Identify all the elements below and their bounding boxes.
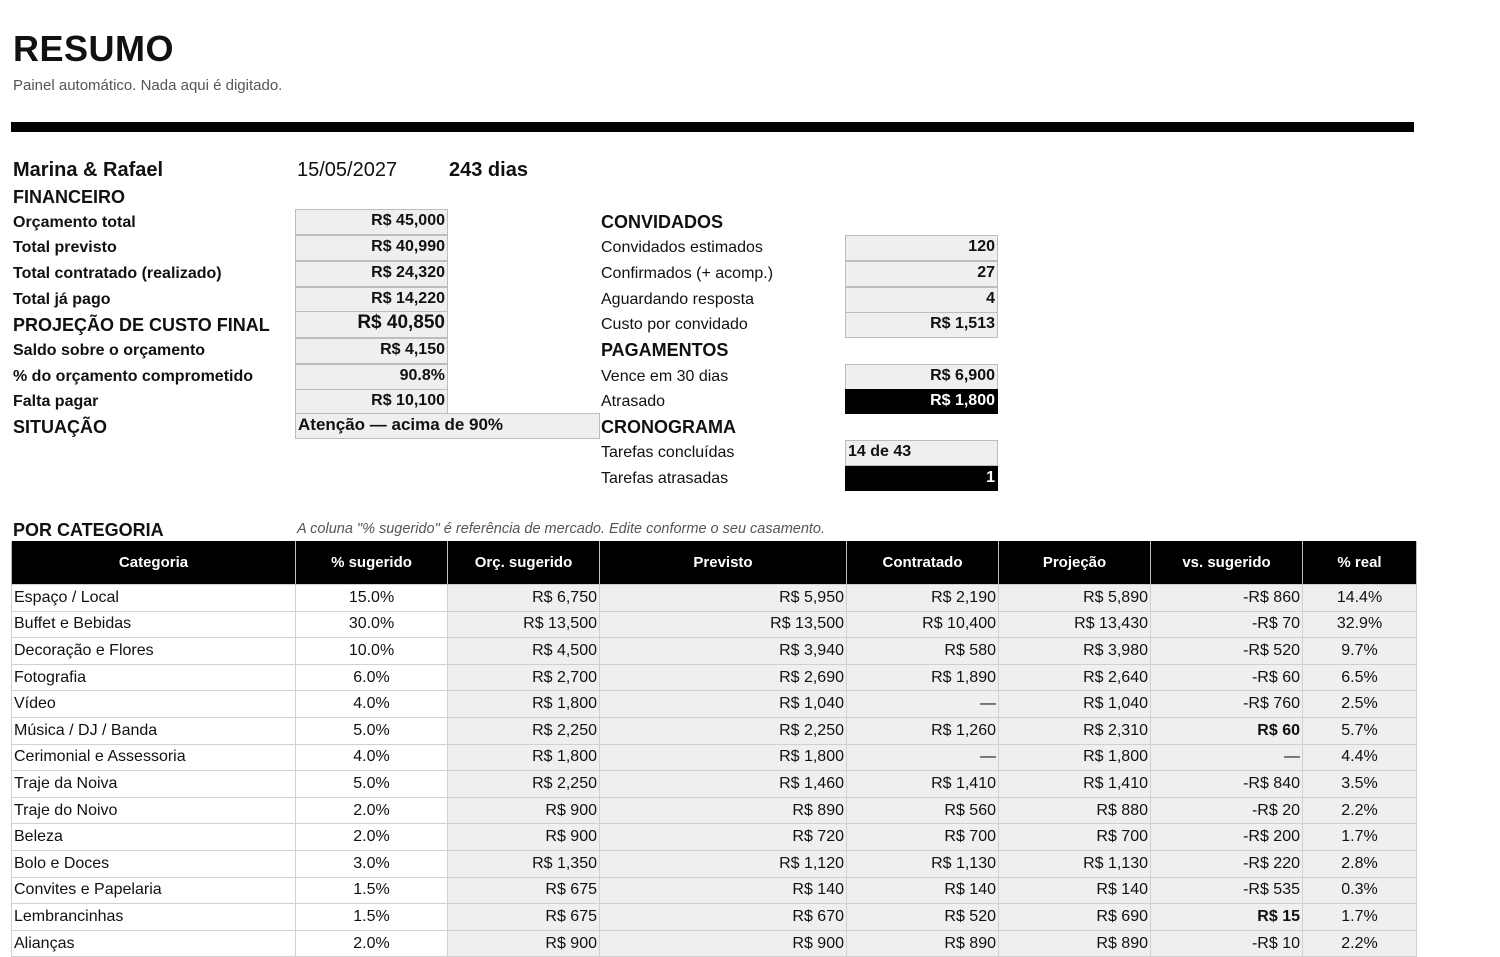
convidados-label-custo: Custo por convidado xyxy=(601,316,748,333)
cell-sugerido-pct[interactable]: 2.0% xyxy=(296,797,448,824)
cell-vs-sugerido[interactable]: -R$ 70 xyxy=(1151,611,1303,638)
column-header-orc-sugerido[interactable]: Orç. sugerido xyxy=(448,541,600,585)
cell-projecao[interactable]: R$ 880 xyxy=(999,797,1151,824)
wedding-date: 15/05/2027 xyxy=(297,159,398,181)
financeiro-value-pago[interactable]: R$ 14,220 xyxy=(295,287,448,313)
cell-pct-real[interactable]: 9.7% xyxy=(1303,638,1417,665)
cell-contratado[interactable]: R$ 890 xyxy=(847,930,999,957)
financeiro-label-projecao: PROJEÇÃO DE CUSTO FINAL xyxy=(13,315,270,335)
cell-previsto[interactable]: R$ 140 xyxy=(600,877,847,904)
cell-orc-sugerido[interactable]: R$ 13,500 xyxy=(448,611,600,638)
cell-categoria[interactable]: Espaço / Local xyxy=(12,585,296,612)
cell-previsto[interactable]: R$ 1,120 xyxy=(600,850,847,877)
cell-previsto[interactable]: R$ 13,500 xyxy=(600,611,847,638)
cell-sugerido-pct[interactable]: 2.0% xyxy=(296,824,448,851)
table-header-row xyxy=(12,541,1417,585)
cronograma-heading: CRONOGRAMA xyxy=(601,417,736,437)
cell-sugerido-pct[interactable]: 10.0% xyxy=(296,638,448,665)
cell-pct-real[interactable]: 32.9% xyxy=(1303,611,1417,638)
cell-previsto[interactable]: R$ 2,250 xyxy=(600,717,847,744)
column-header-pct-real[interactable]: % real xyxy=(1303,541,1417,585)
cell-contratado[interactable]: R$ 1,260 xyxy=(847,717,999,744)
cell-projecao[interactable]: R$ 140 xyxy=(999,877,1151,904)
financeiro-label-contratado: Total contratado (realizado) xyxy=(13,265,222,282)
cell-categoria[interactable]: Alianças xyxy=(12,930,296,957)
couple-name: Marina & Rafael xyxy=(13,159,164,181)
cell-vs-sugerido[interactable]: -R$ 60 xyxy=(1151,664,1303,691)
cell-orc-sugerido[interactable]: R$ 675 xyxy=(448,877,600,904)
financeiro-label-comprometido: % do orçamento comprometido xyxy=(13,368,254,385)
cell-vs-sugerido[interactable]: — xyxy=(1151,744,1303,771)
cell-previsto[interactable]: R$ 1,460 xyxy=(600,771,847,798)
convidados-value-estimados[interactable]: 120 xyxy=(845,235,998,261)
cell-categoria[interactable]: Bolo e Doces xyxy=(12,850,296,877)
cell-categoria[interactable]: Música / DJ / Banda xyxy=(12,717,296,744)
cell-orc-sugerido[interactable]: R$ 2,700 xyxy=(448,664,600,691)
cell-contratado[interactable]: R$ 1,410 xyxy=(847,771,999,798)
table-row xyxy=(12,744,1417,771)
cell-orc-sugerido[interactable]: R$ 4,500 xyxy=(448,638,600,665)
cell-sugerido-pct[interactable]: 1.5% xyxy=(296,904,448,931)
pagamentos-value-atrasado[interactable]: R$ 1,800 xyxy=(845,389,998,414)
cell-projecao[interactable]: R$ 1,040 xyxy=(999,691,1151,718)
cell-sugerido-pct[interactable]: 4.0% xyxy=(296,744,448,771)
cell-sugerido-pct[interactable]: 3.0% xyxy=(296,850,448,877)
financeiro-label-saldo: Saldo sobre o orçamento xyxy=(13,342,206,359)
cell-previsto[interactable]: R$ 890 xyxy=(600,797,847,824)
cell-previsto[interactable]: R$ 3,940 xyxy=(600,638,847,665)
header-divider xyxy=(11,122,1414,132)
table-row xyxy=(12,717,1417,744)
cell-projecao[interactable]: R$ 2,640 xyxy=(999,664,1151,691)
cell-vs-sugerido[interactable]: -R$ 520 xyxy=(1151,638,1303,665)
table-row xyxy=(12,904,1417,931)
cell-projecao[interactable]: R$ 2,310 xyxy=(999,717,1151,744)
cell-vs-sugerido[interactable]: R$ 15 xyxy=(1151,904,1303,931)
table-row xyxy=(12,638,1417,665)
pagamentos-value-vence[interactable]: R$ 6,900 xyxy=(845,364,998,390)
cell-orc-sugerido[interactable]: R$ 2,250 xyxy=(448,717,600,744)
cell-pct-real[interactable]: 0.3% xyxy=(1303,877,1417,904)
cell-categoria[interactable]: Buffet e Bebidas xyxy=(12,611,296,638)
cell-contratado[interactable]: R$ 520 xyxy=(847,904,999,931)
situation-status[interactable]: Atenção — acima de 90% xyxy=(295,413,600,439)
pagamentos-label-atrasado: Atrasado xyxy=(601,393,666,410)
column-header-contratado[interactable]: Contratado xyxy=(847,541,999,585)
cell-sugerido-pct[interactable]: 5.0% xyxy=(296,717,448,744)
cell-categoria[interactable]: Cerimonial e Assessoria xyxy=(12,744,296,771)
financeiro-value-orcamento[interactable]: R$ 45,000 xyxy=(295,209,448,235)
categoria-note: A coluna "% sugerido" é referência de mercado. Edite conforme o seu casamento. xyxy=(297,521,826,537)
cell-categoria[interactable]: Decoração e Flores xyxy=(12,638,296,665)
column-header-categoria[interactable]: Categoria xyxy=(12,541,296,585)
cell-projecao[interactable]: R$ 1,800 xyxy=(999,744,1151,771)
cell-sugerido-pct[interactable]: 30.0% xyxy=(296,611,448,638)
cronograma-label-concluidas: Tarefas concluídas xyxy=(601,444,735,461)
table-row xyxy=(12,824,1417,851)
cell-pct-real[interactable]: 6.5% xyxy=(1303,664,1417,691)
financeiro-value-projecao[interactable]: R$ 40,850 xyxy=(295,311,448,338)
financeiro-value-falta[interactable]: R$ 10,100 xyxy=(295,389,448,414)
cell-projecao[interactable]: R$ 700 xyxy=(999,824,1151,851)
cell-projecao[interactable]: R$ 3,980 xyxy=(999,638,1151,665)
financeiro-label-pago: Total já pago xyxy=(13,291,111,308)
cronograma-value-concluidas[interactable]: 14 de 43 xyxy=(845,440,998,466)
cell-previsto[interactable]: R$ 1,040 xyxy=(600,691,847,718)
cell-projecao[interactable]: R$ 690 xyxy=(999,904,1151,931)
cronograma-label-atrasadas: Tarefas atrasadas xyxy=(601,470,729,487)
cell-projecao[interactable]: R$ 1,130 xyxy=(999,850,1151,877)
convidados-label-aguardando: Aguardando resposta xyxy=(601,291,754,308)
cell-vs-sugerido[interactable]: -R$ 535 xyxy=(1151,877,1303,904)
page-title: RESUMO xyxy=(13,28,175,69)
cell-sugerido-pct[interactable]: 4.0% xyxy=(296,691,448,718)
cell-pct-real[interactable]: 2.5% xyxy=(1303,691,1417,718)
cell-pct-real[interactable]: 1.7% xyxy=(1303,904,1417,931)
cell-pct-real[interactable]: 5.7% xyxy=(1303,717,1417,744)
financeiro-label-orcamento: Orçamento total xyxy=(13,214,136,231)
cell-pct-real[interactable]: 14.4% xyxy=(1303,585,1417,612)
financeiro-heading: FINANCEIRO xyxy=(13,187,125,207)
category-table xyxy=(11,541,1417,957)
convidados-label-estimados: Convidados estimados xyxy=(601,239,763,256)
categoria-heading: POR CATEGORIA xyxy=(13,520,164,540)
cell-orc-sugerido[interactable]: R$ 900 xyxy=(448,930,600,957)
cell-projecao[interactable]: R$ 890 xyxy=(999,930,1151,957)
cell-projecao[interactable]: R$ 5,890 xyxy=(999,585,1151,612)
cell-orc-sugerido[interactable]: R$ 1,350 xyxy=(448,850,600,877)
column-header-projecao[interactable]: Projeção xyxy=(999,541,1151,585)
cell-contratado[interactable]: — xyxy=(847,691,999,718)
financeiro-label-previsto: Total previsto xyxy=(13,239,117,256)
cell-contratado[interactable]: R$ 700 xyxy=(847,824,999,851)
convidados-value-aguardando[interactable]: 4 xyxy=(845,287,998,313)
cell-orc-sugerido[interactable]: R$ 1,800 xyxy=(448,744,600,771)
cell-orc-sugerido[interactable]: R$ 900 xyxy=(448,797,600,824)
cell-orc-sugerido[interactable]: R$ 2,250 xyxy=(448,771,600,798)
financeiro-value-contratado[interactable]: R$ 24,320 xyxy=(295,261,448,287)
cell-pct-real[interactable]: 2.2% xyxy=(1303,797,1417,824)
table-row xyxy=(12,664,1417,691)
cell-vs-sugerido[interactable]: -R$ 760 xyxy=(1151,691,1303,718)
financeiro-value-saldo[interactable]: R$ 4,150 xyxy=(295,338,448,364)
cell-contratado[interactable]: R$ 1,130 xyxy=(847,850,999,877)
cell-contratado[interactable]: — xyxy=(847,744,999,771)
cell-contratado[interactable]: R$ 10,400 xyxy=(847,611,999,638)
cell-categoria[interactable]: Lembrancinhas xyxy=(12,904,296,931)
column-header-vs-sugerido[interactable]: vs. sugerido xyxy=(1151,541,1303,585)
cell-vs-sugerido[interactable]: -R$ 10 xyxy=(1151,930,1303,957)
cell-pct-real[interactable]: 4.4% xyxy=(1303,744,1417,771)
cell-vs-sugerido[interactable]: -R$ 220 xyxy=(1151,850,1303,877)
column-header-sugerido-pct[interactable]: % sugerido xyxy=(296,541,448,585)
cell-pct-real[interactable]: 3.5% xyxy=(1303,771,1417,798)
cell-orc-sugerido[interactable]: R$ 6,750 xyxy=(448,585,600,612)
cell-previsto[interactable]: R$ 5,950 xyxy=(600,585,847,612)
table-row xyxy=(12,877,1417,904)
cell-contratado[interactable]: R$ 1,890 xyxy=(847,664,999,691)
cell-previsto[interactable]: R$ 2,690 xyxy=(600,664,847,691)
financeiro-value-comprometido[interactable]: 90.8% xyxy=(295,364,448,390)
cell-orc-sugerido[interactable]: R$ 900 xyxy=(448,824,600,851)
pagamentos-label-vence: Vence em 30 dias xyxy=(601,368,729,385)
cell-sugerido-pct[interactable]: 2.0% xyxy=(296,930,448,957)
cell-pct-real[interactable]: 2.8% xyxy=(1303,850,1417,877)
cell-categoria[interactable]: Beleza xyxy=(12,824,296,851)
cell-projecao[interactable]: R$ 1,410 xyxy=(999,771,1151,798)
cell-vs-sugerido[interactable]: -R$ 840 xyxy=(1151,771,1303,798)
cell-sugerido-pct[interactable]: 15.0% xyxy=(296,585,448,612)
cell-contratado[interactable]: R$ 560 xyxy=(847,797,999,824)
table-row xyxy=(12,585,1417,612)
cell-orc-sugerido[interactable]: R$ 675 xyxy=(448,904,600,931)
cell-previsto[interactable]: R$ 1,800 xyxy=(600,744,847,771)
cell-vs-sugerido[interactable]: -R$ 200 xyxy=(1151,824,1303,851)
cell-sugerido-pct[interactable]: 5.0% xyxy=(296,771,448,798)
cell-projecao[interactable]: R$ 13,430 xyxy=(999,611,1151,638)
cell-categoria[interactable]: Convites e Papelaria xyxy=(12,877,296,904)
cell-contratado[interactable]: R$ 580 xyxy=(847,638,999,665)
cell-pct-real[interactable]: 1.7% xyxy=(1303,824,1417,851)
cell-contratado[interactable]: R$ 2,190 xyxy=(847,585,999,612)
convidados-label-confirmados: Confirmados (+ acomp.) xyxy=(601,265,774,282)
table-row xyxy=(12,691,1417,718)
cell-contratado[interactable]: R$ 140 xyxy=(847,877,999,904)
financeiro-label-situacao: SITUAÇÃO xyxy=(13,417,107,437)
table-row xyxy=(12,797,1417,824)
cell-pct-real[interactable]: 2.2% xyxy=(1303,930,1417,957)
cell-sugerido-pct[interactable]: 1.5% xyxy=(296,877,448,904)
cell-previsto[interactable]: R$ 720 xyxy=(600,824,847,851)
table-row xyxy=(12,611,1417,638)
cell-orc-sugerido[interactable]: R$ 1,800 xyxy=(448,691,600,718)
cell-categoria[interactable]: Traje da Noiva xyxy=(12,771,296,798)
cell-sugerido-pct[interactable]: 6.0% xyxy=(296,664,448,691)
cell-categoria[interactable]: Fotografia xyxy=(12,664,296,691)
table-row xyxy=(12,930,1417,957)
cell-vs-sugerido[interactable]: -R$ 860 xyxy=(1151,585,1303,612)
page-subtitle: Painel automático. Nada aqui é digitado. xyxy=(13,77,283,94)
table-row xyxy=(12,771,1417,798)
cell-previsto[interactable]: R$ 900 xyxy=(600,930,847,957)
cronograma-value-atrasadas[interactable]: 1 xyxy=(845,466,998,491)
cell-vs-sugerido[interactable]: -R$ 20 xyxy=(1151,797,1303,824)
table-row xyxy=(12,850,1417,877)
column-header-previsto[interactable]: Previsto xyxy=(600,541,847,585)
cell-categoria[interactable]: Vídeo xyxy=(12,691,296,718)
financeiro-label-falta: Falta pagar xyxy=(13,393,99,410)
cell-vs-sugerido[interactable]: R$ 60 xyxy=(1151,717,1303,744)
convidados-value-confirmados[interactable]: 27 xyxy=(845,261,998,287)
convidados-value-custo[interactable]: R$ 1,513 xyxy=(845,312,998,338)
days-remaining: 243 dias xyxy=(449,159,528,181)
convidados-heading: CONVIDADOS xyxy=(601,212,724,232)
financeiro-value-previsto[interactable]: R$ 40,990 xyxy=(295,235,448,261)
pagamentos-heading: PAGAMENTOS xyxy=(601,340,729,360)
cell-categoria[interactable]: Traje do Noivo xyxy=(12,797,296,824)
cell-previsto[interactable]: R$ 670 xyxy=(600,904,847,931)
